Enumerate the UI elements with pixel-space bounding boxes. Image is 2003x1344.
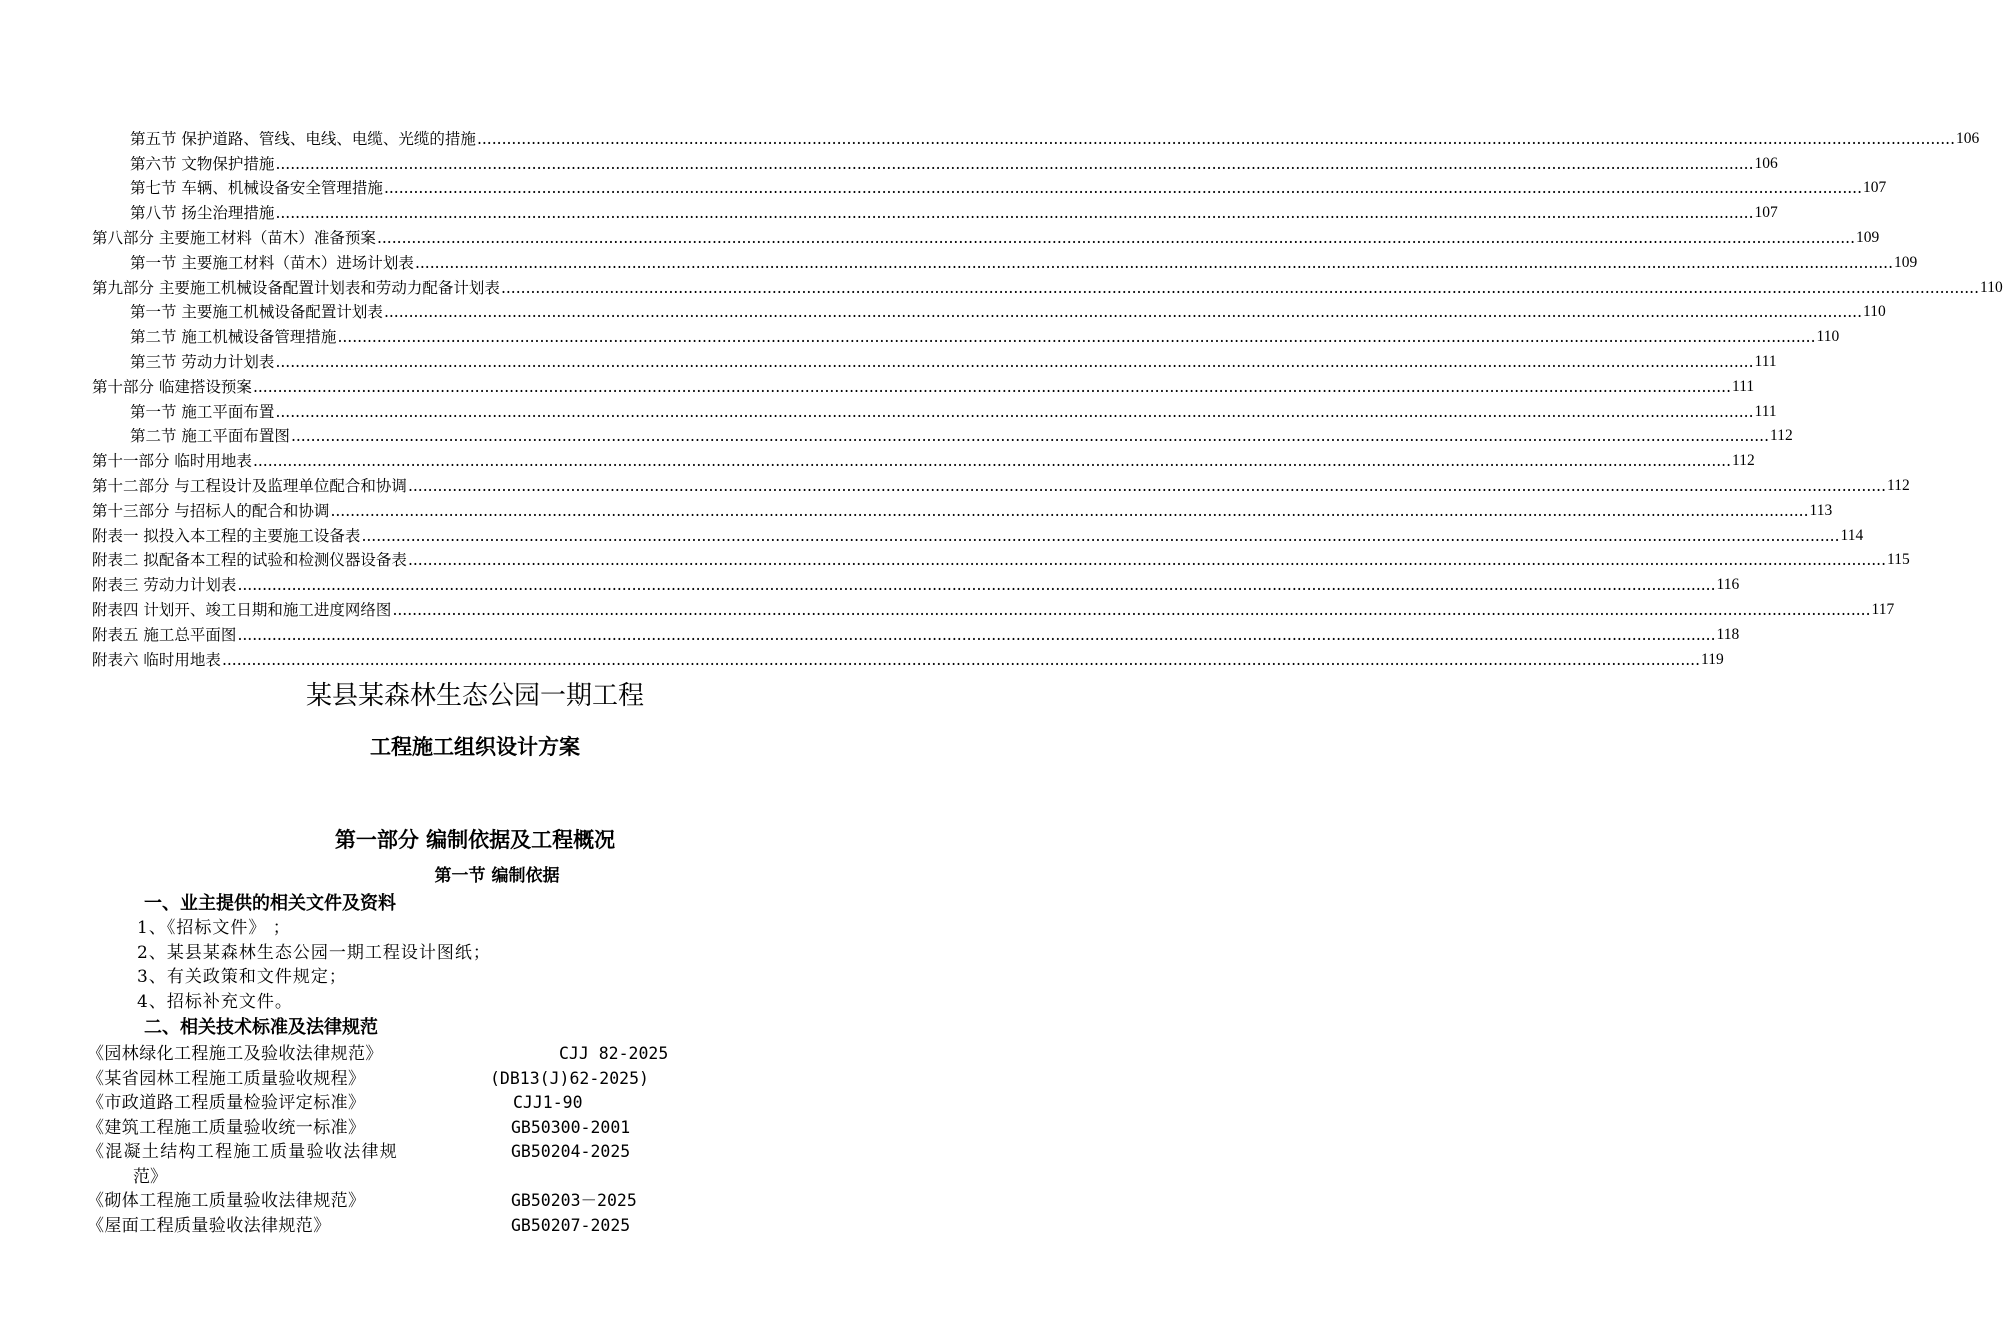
toc-entry-title: 第六节 文物保护措施 [130,154,275,173]
standards-list [87,1042,727,1238]
toc-entry-page: 119 [1701,650,1724,668]
subheading-documents: 一、业主提供的相关文件及资料 [144,893,396,914]
toc-leader: ............................................................................................................................................................................................................................................................................................................ [290,427,1770,446]
standard-name: 《砌体工程施工质量验收法律规范》 [87,1191,366,1211]
standard-code: CJJ1-90 [513,1093,583,1112]
toc-entry-title: 第二节 施工机械设备管理措施 [130,328,337,347]
standard-name: 《市政道路工程质量检验评定标准》 [87,1093,366,1113]
toc-leader: ............................................................................................................................................................................................................................................................................................................ [221,650,1701,669]
standard-name: 《建筑工程施工质量验收统一标准》 [87,1117,366,1138]
toc-entry-title: 第五节 保护道路、管线、电线、电缆、光缆的措施 [130,129,476,148]
toc-entry-title: 附表四 计划开、竣工日期和施工进度网络图 [92,600,392,619]
toc-leader: ............................................................................................................................................................................................................................................................................................................ [237,576,1716,595]
toc-entry-page: 116 [1716,576,1740,594]
toc-entry-page: 106 [1754,154,1778,172]
standard-name: 《园林绿化工程施工及验收法律规范》 [87,1044,383,1064]
toc-entry-title: 第九部分 主要施工机械设备配置计划表和劳动力配备计划表 [92,278,500,297]
toc-entry[interactable] [92,149,1778,174]
standard-code: GB50204-2025 [511,1142,631,1161]
toc-entry[interactable] [92,471,1910,496]
toc-leader: ............................................................................................................................................................................................................................................................................................................ [275,352,1754,371]
toc-entry[interactable] [92,298,1886,323]
standard-row [87,1140,727,1165]
standard-name: 《混凝土结构工程施工质量验收法律规 [87,1142,399,1162]
toc-entry-page: 114 [1840,526,1864,544]
toc-entry[interactable] [92,124,1980,149]
toc-leader: ............................................................................................................................................................................................................................................................................................................ [337,328,1816,347]
toc-entry-title: 附表一 拟投入本工程的主要施工设备表 [92,526,361,545]
toc-entry[interactable] [92,521,1864,546]
standard-code: CJJ 82-2025 [559,1044,669,1063]
toc-entry-page: 113 [1809,501,1833,519]
list-item: 2、某县某森林生态公园一期工程设计图纸； [137,942,491,963]
toc-entry-page: 112 [1887,476,1910,494]
toc-entry-page: 110 [1863,303,1886,321]
toc-entry-title: 第一节 施工平面布置 [130,402,275,421]
toc-entry-title: 第八部分 主要施工材料（苗木）准备预案 [92,228,376,247]
toc-entry[interactable] [92,620,1740,645]
toc-entry-page: 109 [1856,228,1880,246]
toc-entry-title: 第十二部分 与工程设计及监理单位配合和协调 [92,476,407,495]
toc-entry-title: 第一节 主要施工材料（苗木）进场计划表 [130,253,414,272]
toc-entry[interactable] [92,198,1778,223]
toc-entry-page: 111 [1754,352,1777,370]
toc-leader: ............................................................................................................................................................................................................................................................................................................ [252,452,1732,471]
toc-leader: ............................................................................................................................................................................................................................................................................................................ [237,625,1716,644]
standard-code: (DB13(J)62-2025) [490,1068,649,1088]
standard-code: GB50203－2025 [511,1191,637,1210]
toc-leader: ............................................................................................................................................................................................................................................................................................................ [361,526,1840,545]
toc-leader: ............................................................................................................................................................................................................................................................................................................ [407,476,1887,495]
toc-entry-page: 112 [1770,427,1793,445]
toc-entry-title: 第十一部分 临时用地表 [92,452,252,471]
toc-entry[interactable] [92,397,1777,422]
toc-leader: ............................................................................................................................................................................................................................................................................................................ [476,129,1956,148]
standard-name: 《某省园林工程施工质量验收规程》 [87,1068,366,1089]
toc-entry-page: 111 [1754,402,1777,420]
toc-entry-page: 117 [1871,600,1895,618]
toc-entry[interactable] [92,322,1840,347]
project-title: 某县某森林生态公园一期工程 [305,681,644,711]
toc-entry[interactable] [92,570,1740,595]
toc-entry[interactable] [92,422,1793,447]
toc-entry-page: 107 [1863,179,1887,197]
documents-list [137,916,491,1014]
toc-entry-title: 附表三 劳动力计划表 [92,576,237,595]
standard-code: GB50300-2001 [511,1117,631,1137]
section-heading: 第一节 编制依据 [434,866,560,886]
toc-entry-page: 111 [1732,377,1755,395]
list-item: 4、招标补充文件。 [137,991,293,1012]
toc-entry-title: 附表二 拟配备本工程的试验和检测仪器设备表 [92,551,407,570]
toc-entry-title: 附表五 施工总平面图 [92,625,237,644]
toc-leader: ............................................................................................................................................................................................................................................................................................................ [275,402,1754,421]
toc-entry[interactable] [92,347,1777,372]
standard-row [87,1189,727,1214]
toc-leader: ............................................................................................................................................................................................................................................................................................................ [383,179,1863,198]
list-item: 3、有关政策和文件规定； [137,967,347,987]
toc-entry[interactable] [92,446,1755,471]
toc-entry-page: 107 [1754,204,1778,222]
toc-leader: ............................................................................................................................................................................................................................................................................................................ [414,253,1894,272]
document-title: 工程施工组织设计方案 [370,734,580,759]
toc-entry-title: 第三节 劳动力计划表 [130,352,275,371]
toc-leader: ............................................................................................................................................................................................................................................................................................................ [376,228,1856,247]
toc-entry-title: 第十部分 临建搭设预案 [92,377,252,396]
toc-leader: ............................................................................................................................................................................................................................................................................................................ [252,377,1732,396]
toc-leader: ............................................................................................................................................................................................................................................................................................................ [275,204,1754,223]
toc-leader: ............................................................................................................................................................................................................................................................................................................ [392,600,1871,619]
toc-entry[interactable] [92,372,1755,397]
standard-code: GB50207-2025 [511,1215,631,1235]
standard-row [87,1042,727,1067]
standard-row [87,1091,727,1116]
toc-entry[interactable] [92,174,1887,199]
toc-entry-title: 第八节 扬尘治理措施 [130,204,275,223]
toc-entry[interactable] [92,223,1880,248]
standard-row [87,1116,727,1141]
toc-entry-page: 110 [1980,278,2003,296]
toc-entry-page: 109 [1894,253,1918,271]
toc-entry-page: 118 [1716,625,1740,643]
toc-leader: ............................................................................................................................................................................................................................................................................................................ [330,501,1809,520]
subheading-standards: 二、相关技术标准及法律规范 [144,1017,378,1038]
toc-entry-title: 第二节 施工平面布置图 [130,427,290,446]
toc-entry[interactable] [92,645,1724,670]
toc-leader: ............................................................................................................................................................................................................................................................................................................ [275,154,1754,173]
toc-entry[interactable] [92,595,1895,620]
standard-name: 《屋面工程质量验收法律规范》 [87,1215,331,1236]
toc-leader: ............................................................................................................................................................................................................................................................................................................ [383,303,1863,322]
toc-entry[interactable] [92,496,1833,521]
toc-entry-title: 第七节 车辆、机械设备安全管理措施 [130,179,383,198]
toc-entry-page: 110 [1816,328,1840,346]
toc-entry[interactable] [92,248,1918,273]
table-of-contents [92,124,2003,670]
list-item: 1、《招标文件》 ； [137,918,291,938]
standard-row [87,1214,727,1239]
toc-leader: ............................................................................................................................................................................................................................................................................................................ [407,551,1887,570]
toc-entry-title: 第一节 主要施工机械设备配置计划表 [130,303,383,322]
toc-entry-title: 第十三部分 与招标人的配合和协调 [92,501,330,520]
toc-leader: ............................................................................................................................................................................................................................................................................................................ [500,278,1980,297]
toc-entry-page: 115 [1887,551,1910,569]
standard-name-continuation: 范》 [133,1166,167,1187]
toc-entry-title: 附表六 临时用地表 [92,650,221,669]
toc-entry[interactable] [92,546,1910,571]
standard-row [87,1067,727,1092]
toc-entry[interactable] [92,273,2003,298]
toc-entry-page: 106 [1956,129,1980,147]
part-heading: 第一部分 编制依据及工程概况 [334,827,616,852]
toc-entry-page: 112 [1732,452,1755,470]
